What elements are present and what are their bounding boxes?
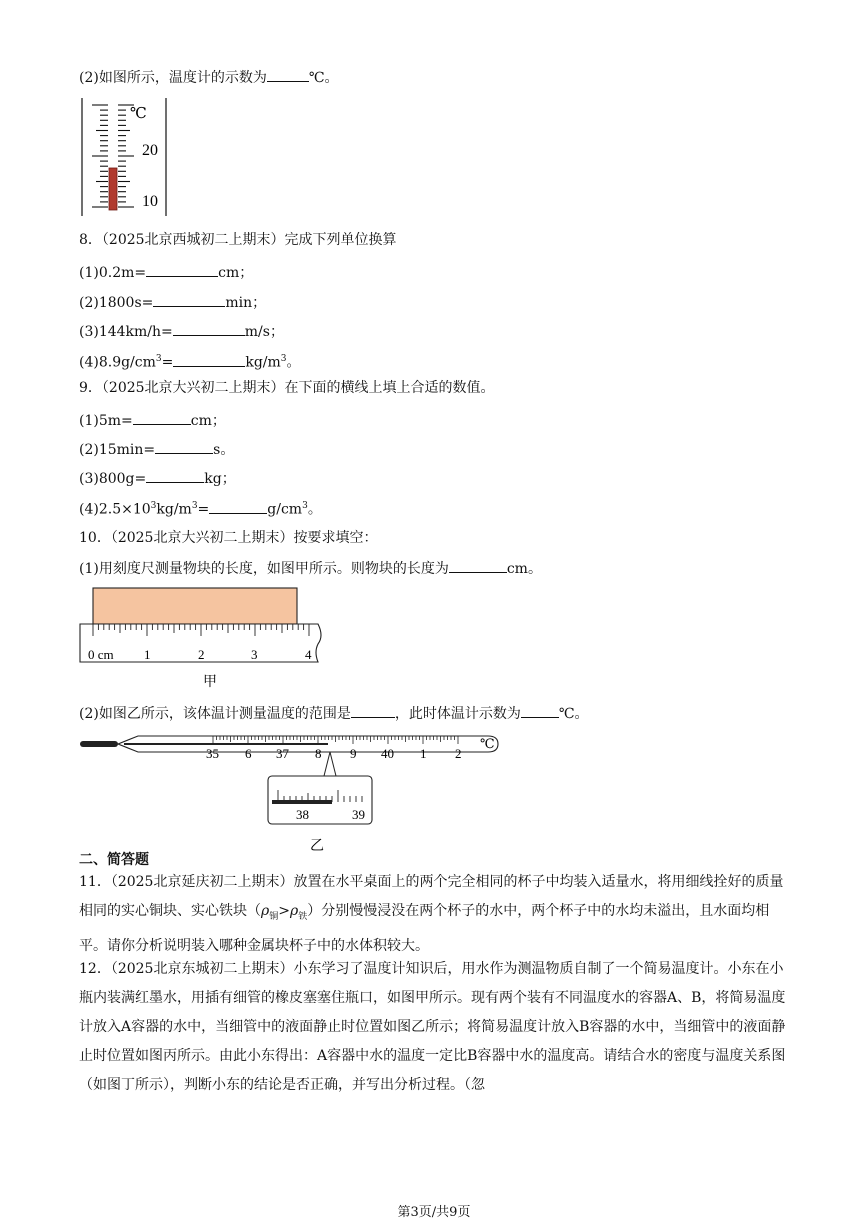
answer-blank[interactable]	[351, 702, 395, 718]
measured-block	[93, 588, 297, 624]
clinical-unit: ℃	[480, 736, 495, 751]
q9-item-2: (2)15min= s。	[79, 438, 234, 460]
clinical-tick-label: 37	[276, 746, 289, 761]
ruler-label-2: 2	[198, 647, 205, 662]
clinical-tick-label: 35	[206, 746, 219, 761]
q8-stem: 8．（2025北京西城初二上期末）完成下列单位换算	[79, 232, 397, 248]
clinical-thermometer-figure	[78, 730, 502, 854]
zoom-label-39: 39	[352, 807, 365, 822]
ruler-caption: 甲	[203, 675, 217, 690]
clinical-tick-label: 8	[315, 746, 322, 761]
thermo-unit: ℃	[130, 106, 147, 122]
q8-item-1: (1)0.2m= cm；	[79, 261, 253, 283]
q8-item-2: (2)1800s= min；	[79, 291, 266, 313]
q10-stem: 10．（2025北京大兴初二上期末）按要求填空：	[79, 530, 378, 546]
answer-blank[interactable]	[155, 438, 213, 454]
section-title: 二、简答题	[79, 852, 149, 868]
q9-stem: 9．（2025北京大兴初二上期末）在下面的横线上填上合适的数值。	[79, 380, 495, 396]
thermo-label-20: 20	[142, 142, 158, 159]
answer-blank[interactable]	[133, 409, 191, 425]
q9-item-3: (3)800g= kg；	[79, 467, 236, 489]
clinical-tick-label: 6	[245, 746, 252, 761]
q9-item-4: $(4)2.5\times 10^3kg/m^3= g/cm^3$。	[79, 496, 322, 520]
q11-text: 11．（2025北京延庆初二上期末）放置在水平桌面上的两个完全相同的杯子中均装入适量水，将用细线拴好的质量相同的实心铜块、实心铁块$(\rho_铜>\rho_铁)$分别慢慢浸没在两个杯子的水中，两个杯子中的水均未溢出，且水面均相平。请你分析说明装入哪种金属块杯子中的水体积较大。	[79, 874, 784, 954]
q9-item-1: (1)5m= cm；	[79, 409, 226, 431]
clinical-caption: 乙	[310, 839, 324, 854]
q10-part2: (2)如图乙所示，该体温计测量温度的范围是 ，此时体温计示数为 ℃。	[79, 702, 589, 724]
answer-blank[interactable]	[267, 66, 309, 82]
answer-blank[interactable]	[153, 291, 225, 307]
q8-item-3: (3)144km/h= m/s；	[79, 320, 284, 342]
q10-part1: (1)用刻度尺测量物块的长度，如图甲所示。则物块的长度为 cm。	[79, 557, 542, 579]
answer-blank[interactable]	[209, 498, 267, 514]
thermometer-figure	[80, 96, 170, 218]
q7-part2-line: (2)如图所示，温度计的示数为 ℃。	[79, 66, 339, 88]
answer-blank[interactable]	[146, 467, 204, 483]
answer-blank[interactable]	[146, 261, 218, 277]
ruler-label-3: 3	[251, 647, 258, 662]
answer-blank[interactable]	[449, 557, 507, 573]
q12-text: 12．（2025北京东城初二上期末）小东学习了温度计知识后，用水作为测温物质自制了一个简易温度计。小东在小瓶内装满红墨水，用插有细管的橡皮塞塞住瓶口，如图甲所示。现有两个装有不同温度水的容器A、B，将简易温度计放入A容器的水中，当细管中的液面静止时位置如图乙所示；将简易温度计放入B容器的水中，当细管中的液面静止时位置如图丙所示。由此小东得出：A容器中水的温度一定比B容器中水的温度高。请结合水的密度与温度关系图（如图丁所示），判断小东的结论是否正确，并写出分析过程。（忽	[79, 961, 786, 1093]
clinical-tick-label: 2	[455, 746, 462, 761]
page-footer: 第3页/共9页	[397, 1205, 471, 1220]
ruler-label-4: 4	[305, 647, 312, 662]
answer-blank[interactable]	[173, 320, 245, 336]
answer-blank[interactable]	[521, 702, 559, 718]
zoom-label-38: 38	[296, 807, 309, 822]
clinical-tick-label: 40	[381, 746, 394, 761]
answer-blank[interactable]	[173, 351, 245, 367]
ruler-label-1: 1	[144, 647, 151, 662]
clinical-tick-label: 1	[420, 746, 427, 761]
ruler-label-0: 0 cm	[88, 647, 114, 662]
ruler-figure	[78, 586, 330, 690]
clinical-tick-label: 9	[350, 746, 357, 761]
thermo-label-10: 10	[142, 193, 158, 210]
q8-item-4: $(4)8.9g/cm^3= kg/m^3$。	[79, 349, 301, 373]
